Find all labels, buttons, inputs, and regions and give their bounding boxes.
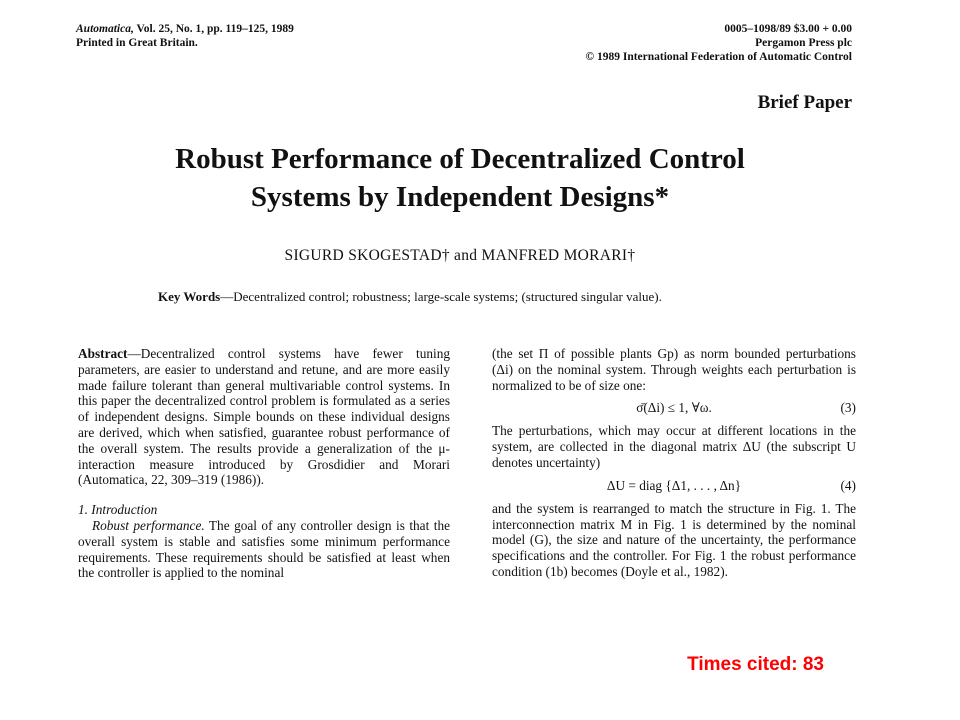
authors: SIGURD SKOGESTAD† and MANFRED MORARI† [284, 247, 636, 264]
equation-3 [492, 393, 856, 423]
times-cited-label: Times cited: 83 [687, 654, 824, 675]
title-line-1: Robust Performance of Decentralized Control [175, 143, 745, 175]
right-paragraph-2: The perturbations, which may occur at different locations in the system, are collected in the diagonal matrix ΔU (the subscript U denotes uncertainty) [492, 423, 856, 470]
equation-3-number: (3) [840, 400, 856, 416]
equation-4 [492, 471, 856, 501]
equation-4-number: (4) [840, 477, 856, 493]
equation-4-expression: ΔU = diag {Δ1, . . . , Δn} [606, 477, 742, 493]
equation-3-expression: σ̄(Δi) ≤ 1, ∀ω. [636, 400, 712, 416]
intro-text: The goal of any controller design is that the overall system is stable and satisfies some minimum performance requirements. These requirements should be satisfied at least when the controller is applied to the nominal [78, 517, 450, 581]
intro-heading: 1. Introduction [78, 502, 158, 518]
section-label: Brief Paper [757, 92, 852, 113]
copyright: © 1989 International Federation of Automatic Control [585, 51, 852, 63]
right-paragraph-1: (the set Π of possible plants Gp) as norm bounded perturbations (Δi) on the nominal system. Through weights each perturbation is normalized to be of size one: [492, 346, 856, 393]
right-paragraph-3: and the system is rearranged to match the structure in Fig. 1. The interconnection matrix M in Fig. 1 is determined by the nominal model (G), the size and nature of the uncertainty, the performance specifications and the controller. For Fig. 1 the robust performance condition (1b) becomes (Doyle et al., 1982). [492, 500, 856, 579]
right-column [492, 346, 856, 580]
journal-name: Automatica, [76, 23, 134, 35]
abstract-label: Abstract [78, 346, 128, 361]
issn-code: 0005–1098/89 $3.00 + 0.00 [724, 23, 852, 35]
intro-paragraph [78, 518, 450, 581]
title-line-2: Systems by Independent Designs* [250, 181, 670, 213]
left-column [78, 346, 450, 581]
paper-title [100, 140, 820, 216]
keywords [158, 289, 662, 305]
journal-header-right [586, 22, 852, 64]
keywords-text: —Decentralized control; robustness; large-scale systems; (structured singular value). [220, 289, 662, 304]
journal-header-left [76, 22, 294, 50]
keywords-label: Key Words [158, 289, 221, 304]
intro-lead: Robust performance. [92, 517, 205, 533]
publisher: Pergamon Press plc [755, 37, 852, 49]
journal-volume: Vol. 25, No. 1, pp. 119–125, 1989 [136, 23, 294, 35]
abstract [78, 346, 450, 488]
printed-in: Printed in Great Britain. [76, 37, 198, 49]
abstract-text: —Decentralized control systems have fewer tuning parameters, are easier to understand and retune, and are more easily made failure tolerant than general multivariable control systems. In this paper the decentralized control problem is formulated as a series of independent designs. Simple bounds on these individual designs are derived, which when satisfied, guarantee robust performance of the overall system. The results provide a generalization of the μ-interaction measure introduced by Grosdidier and Morari (Automatica, 22, 309–319 (1986)). [78, 346, 450, 488]
